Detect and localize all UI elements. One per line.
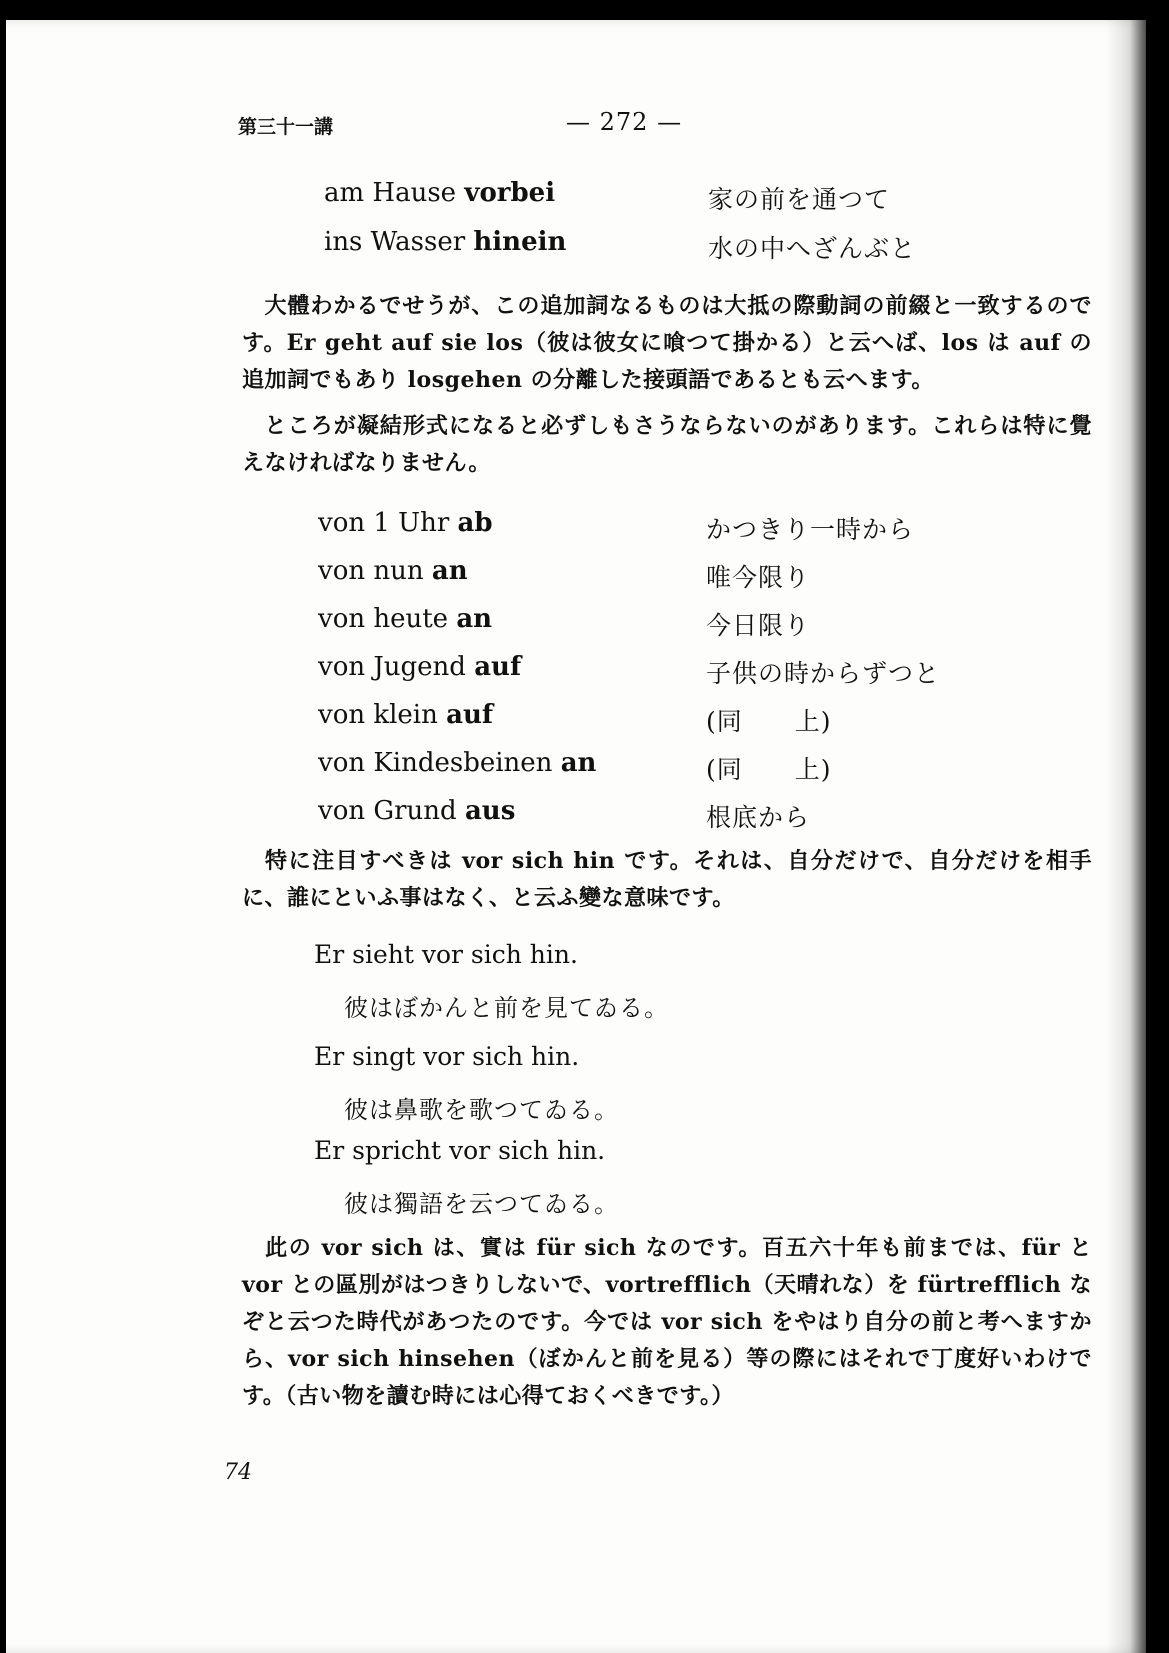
vocab-german-prefix: ins Wasser bbox=[324, 227, 474, 257]
von-meaning: 根底から bbox=[706, 803, 811, 832]
example-japanese: 彼はぼかんと前を見てゐる。 bbox=[344, 994, 669, 1022]
von-expression-prefix: von Grund bbox=[318, 796, 465, 826]
von-expression bbox=[318, 700, 493, 730]
example-german: Er singt vor sich hin. bbox=[314, 1042, 580, 1071]
von-expression-prefix: von Kindesbeinen bbox=[318, 748, 561, 778]
vocab-german-prefix: am Hause bbox=[324, 178, 465, 208]
example-german: Er sieht vor sich hin. bbox=[314, 940, 578, 969]
von-expression-prefix: von 1 Uhr bbox=[318, 508, 458, 538]
book-page bbox=[6, 20, 1146, 1653]
von-expression-prefix: von Jugend bbox=[318, 652, 475, 682]
vocab-german-particle: vorbei bbox=[464, 178, 556, 208]
von-expression-particle: auf bbox=[474, 652, 522, 682]
vocab-german bbox=[324, 227, 566, 257]
von-expression-particle: an bbox=[431, 556, 468, 586]
von-expression bbox=[318, 796, 515, 826]
vocab-german bbox=[324, 178, 555, 208]
example-japanese: 彼は獨語を云つてゐる。 bbox=[344, 1190, 619, 1218]
paragraph-text: 大體わかるでせうが、この追加詞なるものは大抵の際動詞の前綴と一致するのです。Er geht auf sie los（彼は彼女に喰つて掛かる）と云へば、los は auf の追加詞でもあり losgehen の分離した接頭語であるとも云へます。 bbox=[242, 293, 1092, 393]
von-expression-prefix: von klein bbox=[318, 700, 447, 730]
von-expression-particle: an bbox=[456, 604, 493, 634]
paragraph bbox=[242, 408, 1092, 482]
example-japanese: 彼は鼻歌を歌つてゐる。 bbox=[344, 1096, 619, 1124]
von-meaning: (同 上) bbox=[706, 755, 832, 784]
von-expression-particle: auf bbox=[446, 700, 494, 730]
scan-page-number: 74 bbox=[224, 1460, 252, 1485]
page-number: — 272 — bbox=[566, 108, 683, 136]
vocab-japanese: 水の中へざんぶと bbox=[708, 234, 917, 263]
von-meaning: 子供の時からずつと bbox=[706, 659, 941, 688]
von-meaning: 今日限り bbox=[706, 611, 811, 640]
vocab-german-particle: hinein bbox=[473, 227, 567, 257]
paragraph bbox=[242, 288, 1092, 399]
von-expression-particle: aus bbox=[464, 796, 516, 826]
von-expression bbox=[318, 508, 493, 538]
von-expression bbox=[318, 652, 521, 682]
von-meaning: (同 上) bbox=[706, 707, 832, 736]
von-expression-particle: an bbox=[560, 748, 597, 778]
paragraph bbox=[242, 843, 1092, 917]
von-expression bbox=[318, 556, 468, 586]
chapter-heading: 第三十一講 bbox=[238, 116, 334, 138]
paragraph-text: 此の vor sich は、實は für sich なのです。百五六十年も前までは、für と vor との區別がはつきりしないで、vortrefflich（天晴れな）を fürtrefflich なぞと云つた時代があつたのです。今では vor sich をやはり自分の前と考へますから、vor sich hinsehen（ぼかんと前を見る）等の際にはそれで丁度好いわけです。（古い物を讀む時には心得ておくべきです。） bbox=[242, 1235, 1092, 1409]
paragraph-text: 特に注目すべきは vor sich hin です。それは、自分だけで、自分だけを相手に、誰にといふ事はなく、と云ふ變な意味です。 bbox=[242, 848, 1092, 911]
von-expression-particle: ab bbox=[457, 508, 493, 538]
paragraph bbox=[242, 1230, 1092, 1415]
von-expression bbox=[318, 748, 596, 778]
von-expression-prefix: von heute bbox=[318, 604, 457, 634]
paragraph-text: ところが凝結形式になると必ずしもさうならないのがあります。これらは特に覺えなければなりません。 bbox=[242, 413, 1092, 476]
von-meaning: 唯今限り bbox=[706, 563, 811, 592]
example-german: Er spricht vor sich hin. bbox=[314, 1136, 606, 1165]
von-expression-prefix: von nun bbox=[318, 556, 432, 586]
von-meaning: かつきり一時から bbox=[706, 515, 915, 544]
vocab-japanese: 家の前を通つて bbox=[708, 185, 891, 214]
von-expression bbox=[318, 604, 492, 634]
